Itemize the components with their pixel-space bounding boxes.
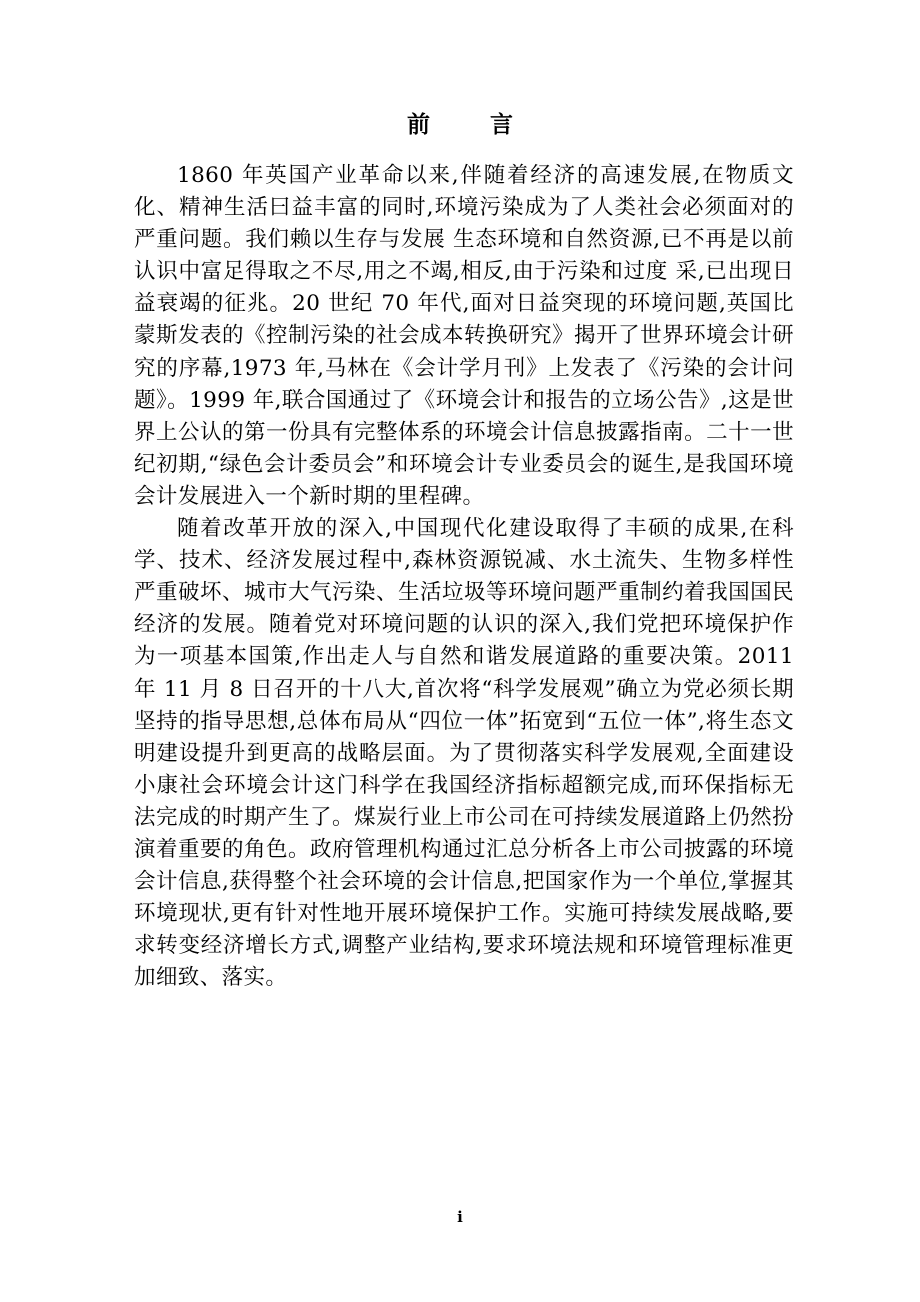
paragraph-2: 随着改革开放的深入,中国现代化建设取得了丰硕的成果,在科学、技术、经济发展过程中,森林资源锐减、水土流失、生物多样性严重破坏、城市大气污染、生活垃圾等环境问题严重制约着我国国民经济的发展。随着党对环境问题的认识的深入,我们党把环境保护作为一项基本国策,作出走人与自然和谐发展道路的重要决策。2011 年 11 月 8 日召开的十八大,首次将“科学发展观”确立为党必须长期坚持的指导思想,总体布局从“四位一体”拓宽到“五位一体”,将生态文明建设提升到更高的战略层面。为了贯彻落实科学发展观,全面建设小康社会环境会计这门科学在我国经济指标超额完成,而环保指标无法完成的时期产生了。煤炭行业上市公司在可持续发展道路上仍然扮演着重要的角色。政府管理机构通过汇总分析各上市公司披露的环境会计信息,获得整个社会环境的会计信息,把国家作为一个单位,掌握其环境现状,更有针对性地开展环境保护工作。实施可持续发展战略,要求转变经济增长方式,调整产业结构,要求环境法规和环境管理标准更加细致、落实。 — [134, 516, 794, 991]
paragraph-1: 1860 年英国产业革命以来,伴随着经济的高速发展,在物质文化、精神生活曰益丰富的同时,环境污染成为了人类社会必须面对的严重问题。我们赖以生存与发展 生态环境和自然资源,已不再是以前认识中富足得取之不尽,用之不竭,相反,由于污染和过度 采,已出现日益衰竭的征兆。20 世纪 70 年代,面对日益突现的环境问题,英国比蒙斯发表的《控制污染的社会成本转换研究》揭开了世界环境会计研究的序幕,1973 年,马林在《会计学月刊》上发表了《污染的会计问题》。1999 年,联合国通过了《环境会计和报告的立场公告》,这是世界上公认的第一份具有完整体系的环境会计信息披露指南。二十一世纪初期,“绿色会计委员会”和环境会计专业委员会的诞生,是我国环境会计发展进入一个新时期的里程碑。 — [134, 163, 794, 509]
page-number: i — [457, 1208, 463, 1226]
preface-body — [134, 160, 794, 994]
page-title: 前 言 — [406, 111, 539, 138]
